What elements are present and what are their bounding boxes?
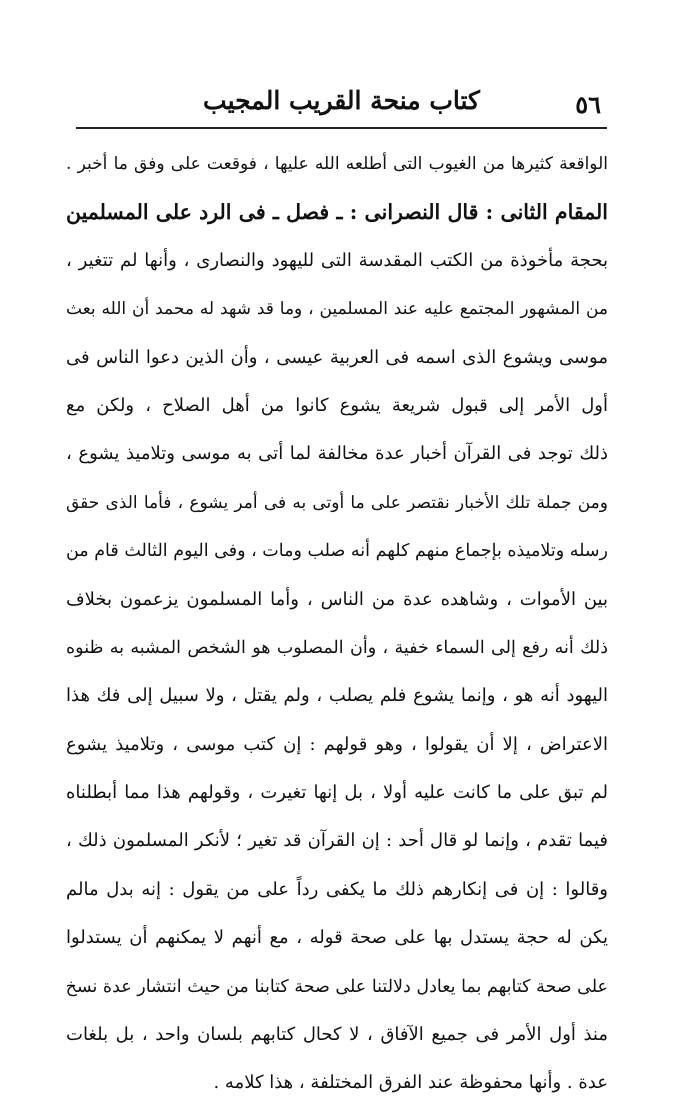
text-line: الاعتراض ، إلا أن يقولوا ، وهو قولهم : إن كتب موسى ، وتلاميذ يشوع — [66, 733, 608, 755]
text-line: يكن له حجة يستدل بها على صحة قوله ، مع أنهم لا يمكنهم أن يستدلوا — [66, 927, 608, 949]
section-heading-line: المقام الثانى : قال النصرانى : ـ فصل ـ فى الرد على المسلمين — [66, 200, 608, 225]
text-line: وقالوا : إن فى إنكارهم ذلك ما يكفى رداً على من يقول : إنه بدل مالم — [66, 878, 608, 900]
text-line: ذلك أنه رفع إلى السماء خفية ، وأن المصلوب هو الشخص المشبه به ظنوه — [66, 637, 608, 658]
text-line: رسله وتلاميذه بإجماع منهم كلهم أنه صلب ومات ، وفى اليوم الثالث قام من — [66, 541, 608, 562]
page-number: ٥٦ — [575, 90, 601, 119]
text-line: من المشهور المجتمع عليه عند المسلمين ، وما قد شهد له محمد أن الله بعث — [66, 299, 608, 320]
text-line: على صحة كتابهم بما يعادل دلالتنا على صحة كتابنا من حيث انتشار عدة نسخ — [66, 976, 608, 997]
text-line: بين الأموات ، وشاهده عدة من الناس ، وأما المسلمون يزعمون بخلاف — [66, 588, 608, 610]
text-line: ومن جملة تلك الأخبار نقتصر على ما أوتى به فى أمر يشوع ، فأما الذى حقق — [66, 492, 608, 513]
text-line: اليهود أنه هو ، وإنما يشوع فلم يصلب ، ولم يقتل ، ولا سبيل إلى فك هذا — [66, 685, 608, 707]
text-line: منذ أول الأمر فى جميع الآفاق ، لا كحال كتابهم بلسان واحد ، بل بلغات — [66, 1024, 608, 1046]
text-line: أول الأمر إلى قبول شريعة يشوع كانوا من أهل الصلاح ، ولكن مع — [66, 394, 608, 416]
text-line: ذلك توجد فى القرآن أخبار عدة مخالفة لما أتى به موسى وتلاميذ يشوع ، — [66, 443, 608, 465]
text-line: بحجة مأخوذة من الكتب المقدسة التى لليهود والنصارى ، وأنها لم تتغير ، — [66, 249, 608, 271]
running-title: كتاب منحة القريب المجيب — [203, 86, 480, 115]
page-header — [76, 82, 607, 128]
text-line: لم تبق على ما كانت عليه أولا ، بل إنها تغيرت ، وقولهم هذا مما أبطلناه — [66, 782, 608, 804]
header-rule — [76, 127, 607, 129]
text-line: فيما تقدم ، وإنما لو قال أحد : إن القرآن قد تغير ؛ لأنكر المسلمون ذلك ، — [66, 830, 608, 852]
text-line-last: عدة . وأنها محفوظة عند الفرق المختلفة ، هذا كلامه . — [213, 1072, 608, 1094]
body-text — [66, 140, 608, 1108]
text-line: موسى ويشوع الذى اسمه فى العربية عيسى ، وأن الذين دعوا الناس فى — [66, 346, 608, 368]
text-line: الواقعة كثيرها من الغيوب التى أطلعه الله عليها ، فوقعت على وفق ما أخبر . — [66, 154, 608, 174]
